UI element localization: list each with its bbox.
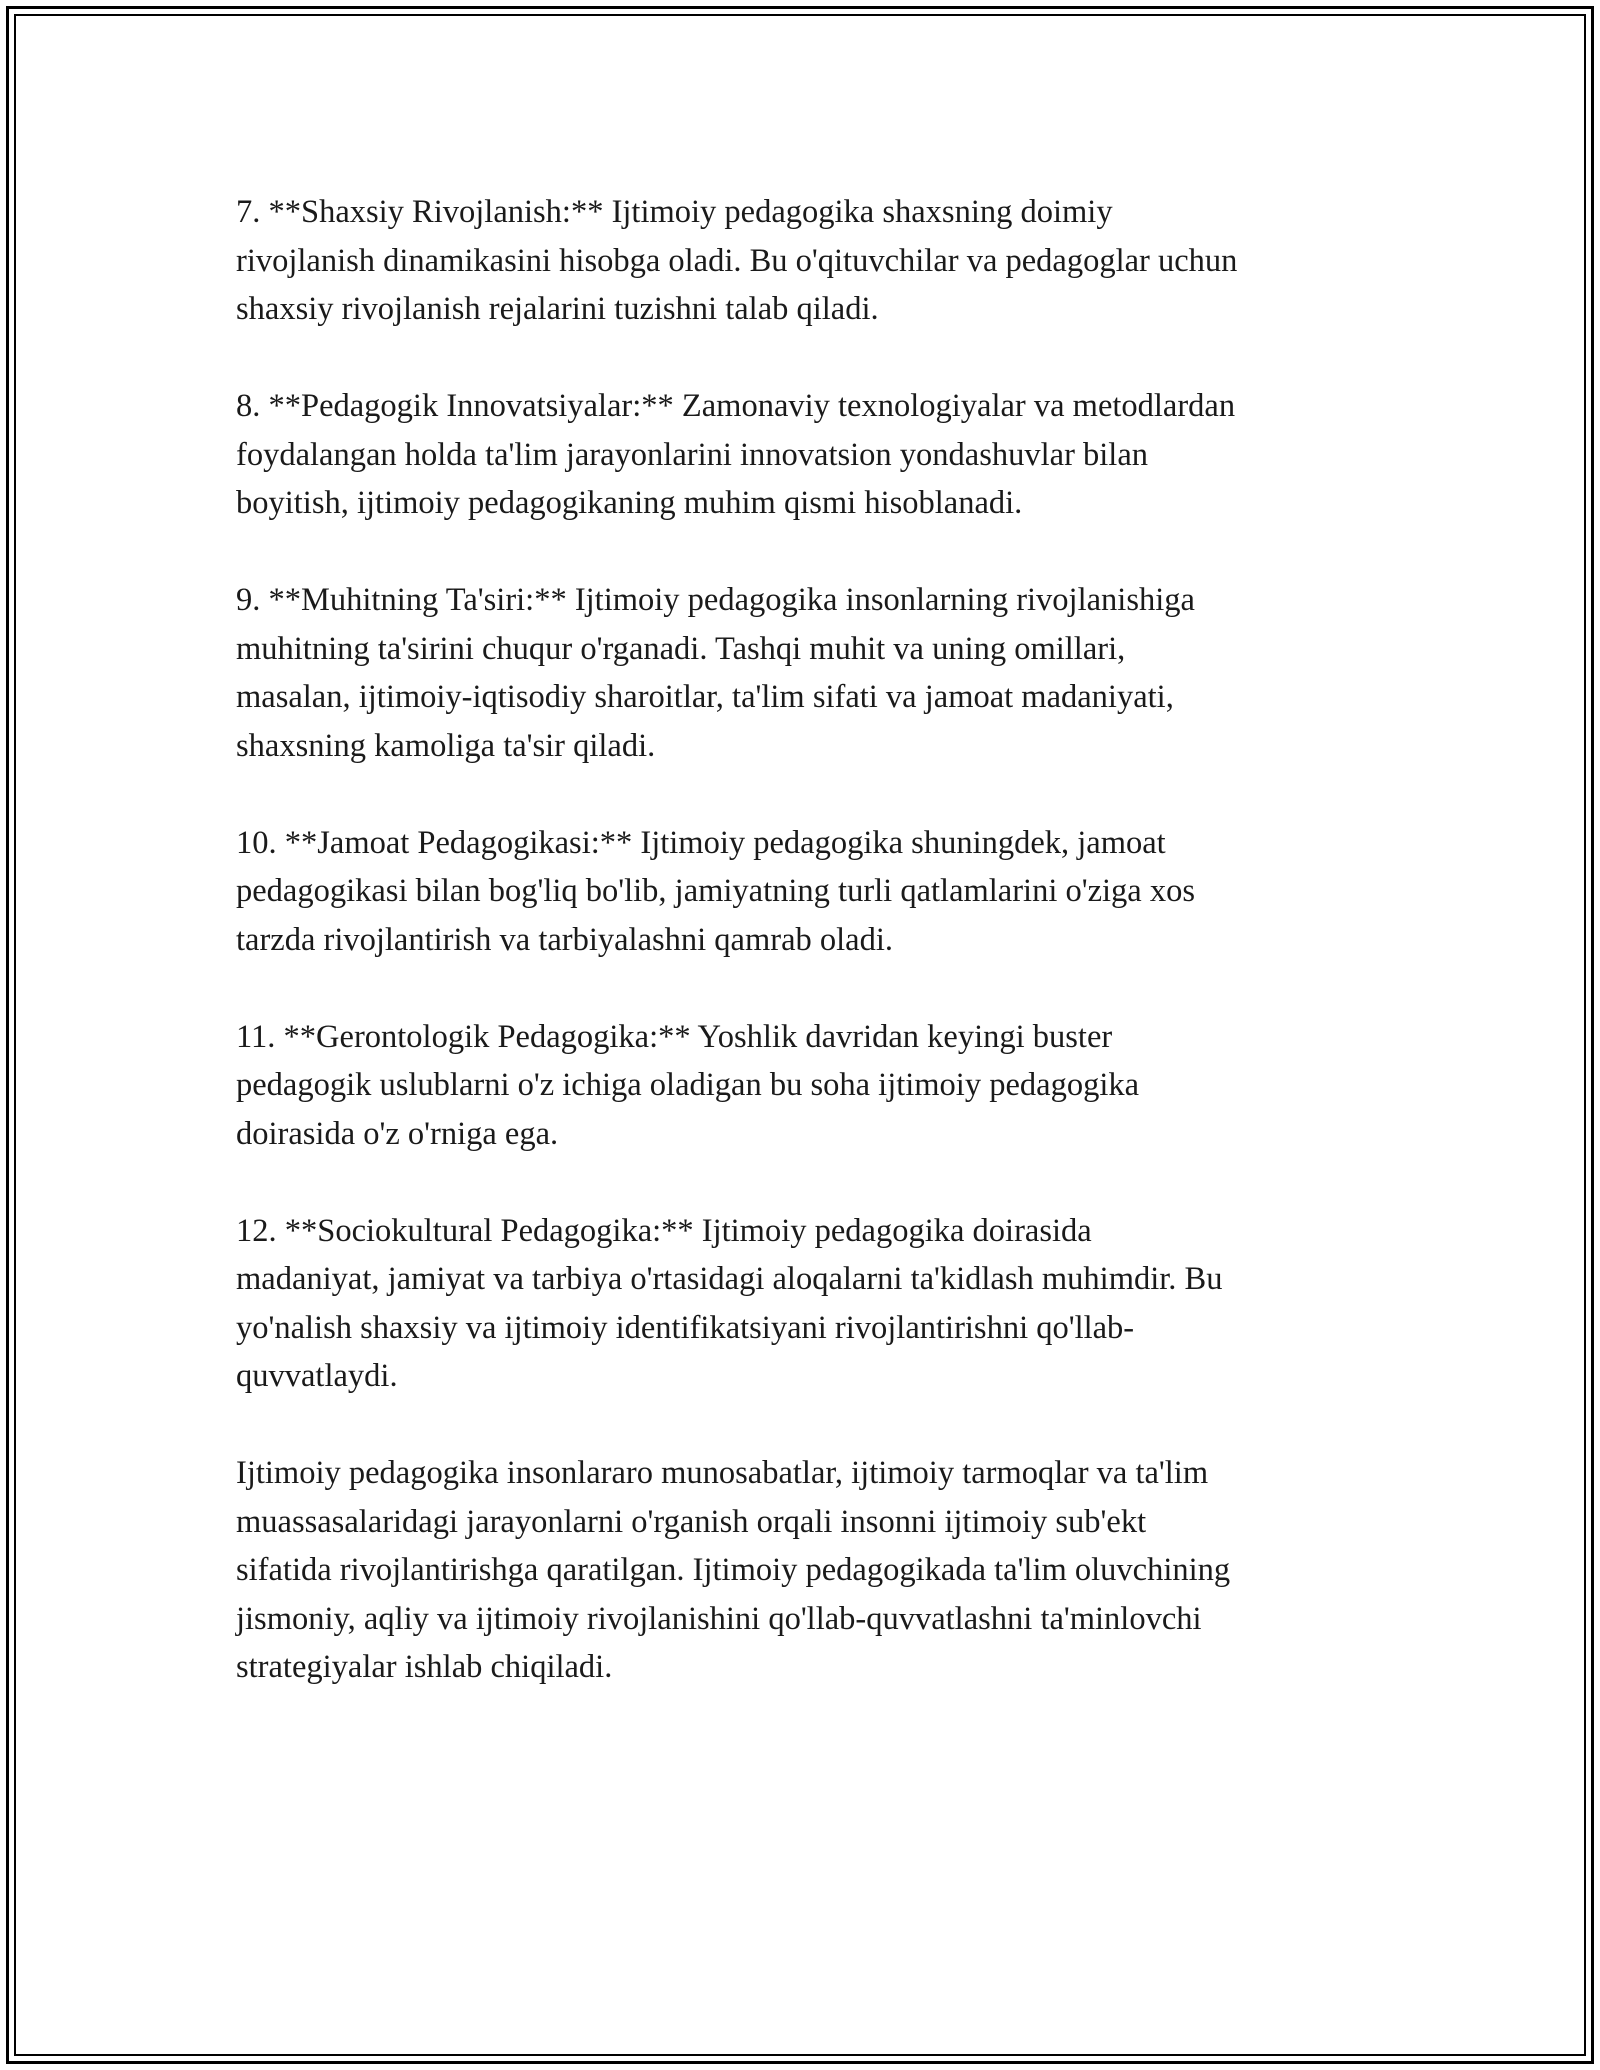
paragraph-conclusion: Ijtimoiy pedagogika insonlararo munosabatlar, ijtimoiy tarmoqlar va ta'lim muassasalaridagi jarayonlarni o'rganish orqali insonni ijtimoiy sub'ekt sifatida rivojlantirishga qaratilgan. Ijtimoiy pedagogikada ta'lim oluvchining jismoniy, aqliy va ijtimoiy rivojlanishini qo'llab-quvvatlashni ta'minlovchi strategiyalar ishlab chiqiladi. [236, 1455, 1231, 1685]
document-body [236, 188, 1386, 1740]
paragraph-gerontologik-pedagogika: 11. **Gerontologik Pedagogika:** Yoshlik davridan keyingi buster pedagogik uslublarni o'z ichiga oladigan bu soha ijtimoiy pedagogika doirasida o'z o'rniga ega. [236, 1018, 1140, 1152]
paragraph-pedagogik-innovatsiyalar: 8. **Pedagogik Innovatsiyalar:** Zamonaviy texnologiyalar va metodlardan foydalangan holda ta'lim jarayonlarini innovatsion yondashuvlar bilan boyitish, ijtimoiy pedagogikaning muhim qismi hisoblanadi. [236, 388, 1236, 521]
paragraph-sociokultural-pedagogika: 12. **Sociokultural Pedagogika:** Ijtimoiy pedagogika doirasida madaniyat, jamiyat va tarbiya o'rtasidagi aloqalarni ta'kidlash muhimdir. Bu yo'nalish shaxsiy va ijtimoiy identifikatsiyani rivojlantirishni qo'llab- quvvatlaydi. [236, 1212, 1223, 1394]
paragraph-shaxsiy-rivojlanish: 7. **Shaxsiy Rivojlanish:** Ijtimoiy pedagogika shaxsning doimiy rivojlanish dinamikasini hisobga oladi. Bu o'qituvchilar va pedagoglar uchun shaxsiy rivojlanish rejalarini tuzishni talab qiladi. [236, 194, 1238, 327]
paragraph-jamoat-pedagogikasi: 10. **Jamoat Pedagogikasi:** Ijtimoiy pedagogika shuningdek, jamoat pedagogikasi bilan bog'liq bo'lib, jamiyatning turli qatlamlarini o'ziga xos tarzda rivojlantirish va tarbiyalashni qamrab oladi. [236, 824, 1195, 958]
paragraph-muhitning-tasiri: 9. **Muhitning Ta'siri:** Ijtimoiy pedagogika insonlarning rivojlanishiga muhitning ta'sirini chuqur o'rganadi. Tashqi muhit va uning omillari, masalan, ijtimoiy-iqtisodiy sharoitlar, ta'lim sifati va jamoat madaniyati, shaxsning kamoliga ta'sir qiladi. [236, 582, 1195, 764]
